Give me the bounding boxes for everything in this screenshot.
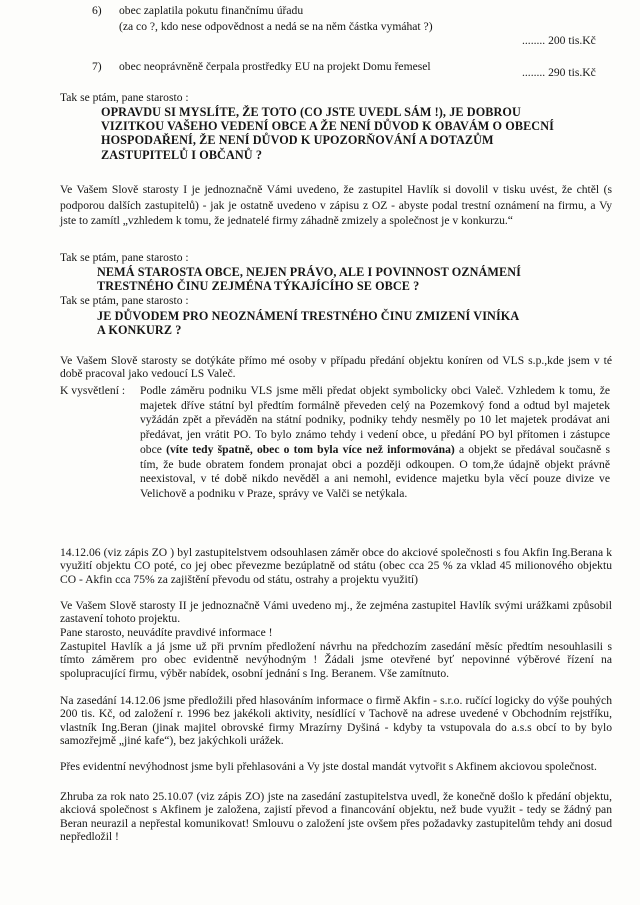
- question-3-intro: Tak se ptám, pane starosto :: [60, 294, 189, 307]
- list-item-amount: ........ 200 tis.Kč: [522, 34, 596, 47]
- explanation-label: K vysvětlení :: [60, 384, 126, 397]
- question-2-intro: Tak se ptám, pane starosto :: [60, 251, 189, 264]
- question-1-line: VIZITKOU VAŠEHO VEDENÍ OBCE A ŽE NENÍ DŮVOD K OBAVÁM O OBECNÍ: [101, 119, 554, 134]
- question-3: [97, 309, 617, 337]
- question-2-line: NEMÁ STAROSTA OBCE, NEJEN PRÁVO, ALE I POVINNOST OZNÁMENÍ: [97, 265, 521, 279]
- explanation-part-1: Podle záměru podniku VLS jsme měli předat objekt symbolicky obci Valeč. Vzhledem k tomu, že majetek dříve státní byl předtím formálně převeden celý na Pozemkový fond a odtud byl majetek vyžádán zpět a převáděn na státní podniky, podniky tehdy nesměly po 10 let majetek prodávat ani předávat, jen vrátit PO. To bylo známo tehdy i vedení obce, u předání PO byl přítomen i zástupce obce: [140, 384, 610, 456]
- question-1-line: ZASTUPITELŮ I OBČANŮ ?: [101, 147, 263, 162]
- explanation-part-2: a objekt se předával současně s tím, že bude obratem fondem pronajat obci a později odkoupen. O tom,že údajně objekt právně neexistoval, v té době nikdo nevěděl a ani nemohl, evidence majetku byla věcí pouze divize ve Velichově a podniku v Praze, správy ve Valči se netýkala.: [140, 442, 610, 500]
- paragraph-disagreement: Zastupitel Havlík a já jsme už při prvním předložení návrhu na předchozím zasedání měsíc předtím nesouhlasili s tímto záměrem pro obec evidentně nevýhodným ! Žádali jsme otevřené byť nepovinné výběrové řízení na spolupracující firmu, výběr nabídek, osobní jednání s Ing. Beranem. Vše zamítnuto.: [60, 640, 612, 680]
- list-number: 6): [92, 4, 102, 17]
- question-2: [97, 265, 617, 293]
- list-item-7: [92, 60, 622, 84]
- list-item-text: obec zaplatila pokutu finančnímu úřadu: [119, 4, 304, 17]
- list-item-text: obec neoprávněně čerpala prostředky EU na projekt Domu řemesel: [119, 60, 431, 73]
- question-1-line: OPRAVDU SI MYSLÍTE, ŽE TOTO (CO JSTE UVEDL SÁM !), JE DOBROU: [101, 105, 521, 119]
- question-2-line: TRESTNÉHO ČINU ZEJMÉNA TÝKAJÍCÍHO SE OBCE ?: [97, 279, 420, 294]
- question-1-intro: Tak se ptám, pane starosto :: [60, 91, 189, 104]
- question-1: [101, 105, 621, 162]
- paragraph-akfin-info: Na zasedání 14.12.06 jsme předložili před hlasováním informace o firmě Akfin - s.r.o. ručící logicky do výše pouhých 200 tis. Kč, od založení r. 1996 bez jakékoli aktivity, nesídlící v Tachově na adrese uvedené v Obchodním rejstříku, vlastník Ing.Beran (jinak majitel obrovské firmy Mrazírny Dyšiná - kdyby ta vstupovala do a.s.s obcí to by bylo samozřejmě „jiné kafe“), bez jakýchkoli urážek.: [60, 694, 612, 748]
- question-3-line: A KONKURZ ?: [97, 323, 182, 338]
- paragraph-konirny: Ve Vašem Slově starosty se dotýkáte přímo mé osoby v případu předání objektu koníren od VLS s.p.,kde jsem v té době pracoval jako vedoucí LS Valeč.: [60, 354, 612, 381]
- list-item-amount: ........ 290 tis.Kč: [522, 66, 596, 79]
- explanation-emphasis: (víte tedy špatně, obec o tom byla více než informována): [166, 442, 455, 456]
- paragraph-untrue-info: Pane starosto, neuvádíte pravdivé informace !: [60, 626, 273, 639]
- paragraph-akfin-agreement: 14.12.06 (viz zápis ZO ) byl zastupitelstvem odsouhlasen záměr obce do akciové společnosti s fou Akfin Ing.Berana k využití objektu CO poté, co jej obec převezme bezúplatně od státu (obec cca 25 % za vklad 45 milionového objektu CO - Akfin cca 75% za zajištění převodu od státu, ostrahy a projektu využití): [60, 546, 612, 586]
- list-item-note: (za co ?, kdo nese odpovědnost a nedá se na něm částka vymáhat ?): [119, 20, 433, 33]
- question-3-line: JE DŮVODEM PRO NEOZNÁMENÍ TRESTNÉHO ČINU ZMIZENÍ VINÍKA: [97, 309, 520, 323]
- paragraph-havlik-notice: Ve Vašem Slově starosty I je jednoznačně Vámi uvedeno, že zastupitel Havlík si dovolil v tisku uvést, že chtěl (s podporou dalších zastupitelů) - jak je ostatně uvedeno v zápisu z OZ - abyste podal trestní oznámení na firmu, a Vy jste to zamítl „vzhledem k tomu, že jednatelé firmy záhadně zmizely a společnost je v konkurzu.“: [60, 183, 612, 228]
- paragraph-outvoted: Přes evidentní nevýhodnost jsme byli přehlasováni a Vy jste dostal mandát vytvořit s Akfinem akciovou společnost.: [60, 760, 597, 773]
- paragraph-slovo-starosty-2: Ve Vašem Slově starosty II je jednoznačně Vámi uvedeno mj., že zejména zastupitel Havlík svými urážkami způsobil zastavení tohoto projektu.: [60, 599, 612, 626]
- question-1-line: HOSPODAŘENÍ, ŽE NENÍ DŮVOD K UPOZORŇOVÁNÍ A DOTAZŮM: [101, 133, 494, 148]
- explanation-text: [140, 384, 610, 502]
- list-item-6: [92, 4, 622, 48]
- paragraph-one-year-later: Zhruba za rok nato 25.10.07 (viz zápis ZO) jste na zasedání zastupitelstva uvedl, že konečně došlo k předání objektu, akciová společnost s Akfinem je založena, zajistí převod a financování objektu, než bude využit - tedy se žádný pan Beran neurazil a nepřestal komunikovat! Smlouvu o založení jste ovšem přes požadavky zastupitelům tehdy ani dosud nepředložil !: [60, 790, 612, 844]
- list-number: 7): [92, 60, 102, 73]
